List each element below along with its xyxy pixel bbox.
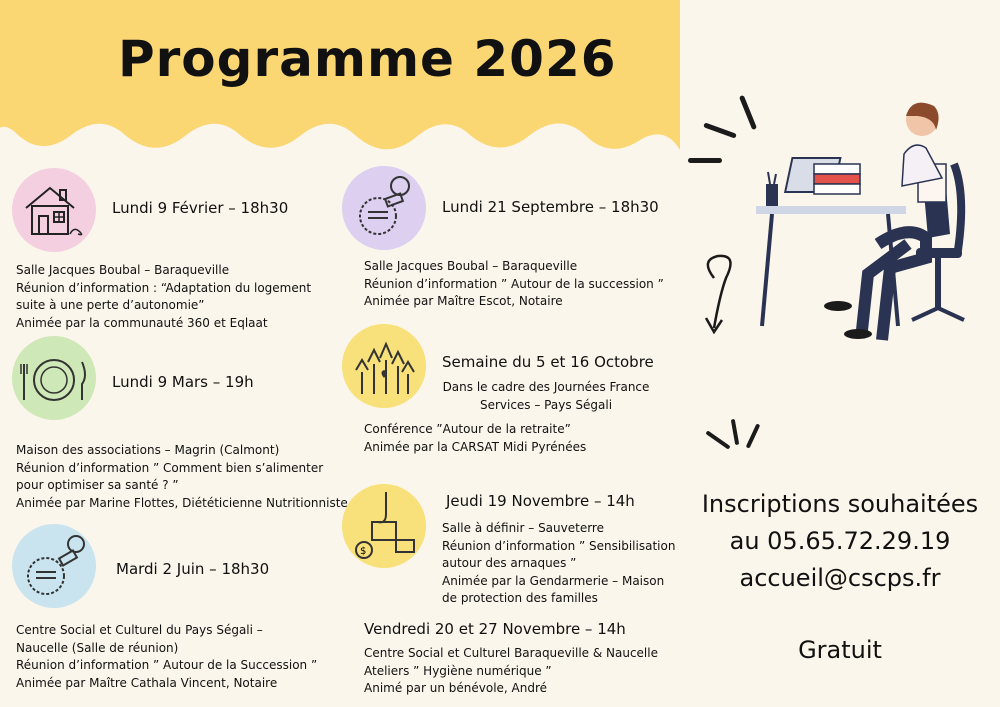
event-1-heading: Lundi 9 Février – 18h30 — [112, 199, 289, 217]
decor-dash — [703, 122, 737, 138]
event-6-heading: Jeudi 19 Novembre – 14h — [446, 492, 635, 510]
decor-dash — [688, 158, 722, 163]
event-2-line: Animée par Marine Flottes, Diététicienne Nutritionniste — [16, 495, 348, 510]
event-5-subtitle — [436, 378, 656, 414]
event-1-line: Salle Jacques Boubal – Baraqueville — [16, 263, 230, 277]
event-4-line: Salle Jacques Boubal – Baraqueville — [364, 259, 578, 273]
event-3-line: Animée par Maître Cathala Vincent, Notaire — [16, 675, 278, 690]
event-6-details — [442, 520, 675, 608]
event-4-line: Réunion d’information ” Autour de la succession ” — [364, 276, 664, 291]
registration-text: Inscriptions souhaitées — [701, 490, 979, 518]
event-3-line: Naucelle (Salle de réunion) — [16, 640, 179, 655]
event-3-line: Centre Social et Culturel du Pays Ségali – — [16, 623, 263, 637]
event-5-subtitle-line: Services – Pays Ségali — [479, 398, 613, 412]
plate-icon-circle — [12, 336, 96, 420]
event-7-line: Animé par un bénévole, André — [364, 681, 548, 696]
event-3-line: Réunion d’information ” Autour de la Succession ” — [16, 658, 318, 673]
event-4-line: Animée par Maître Escot, Notaire — [364, 294, 563, 309]
phone-number: au 05.65.72.29.19 — [729, 527, 951, 555]
email-address: accueil@cscps.fr — [739, 564, 941, 592]
event-2-line: Réunion d’information ” Comment bien s’alimenter — [16, 460, 324, 475]
house-icon — [12, 168, 96, 252]
woman-at-desk-illustration — [748, 94, 978, 344]
event-7-line: Ateliers ” Hygiène numérique ” — [364, 663, 552, 678]
event-4-details — [364, 258, 664, 311]
event-5-line: Conférence ”Autour de la retraite” — [364, 422, 571, 436]
decor-dash — [705, 430, 730, 449]
event-7-heading: Vendredi 20 et 27 Novembre – 14h — [364, 620, 626, 638]
plate-cutlery-icon — [12, 336, 96, 420]
event-2-heading: Lundi 9 Mars – 19h — [112, 373, 254, 391]
stamp-icon-circle — [12, 524, 96, 608]
event-5-subtitle-line: Dans le cadre des Journées France — [442, 380, 650, 394]
scam-icon-circle — [342, 484, 426, 568]
hands-icon-circle — [342, 324, 426, 408]
event-3-heading: Mardi 2 Juin – 18h30 — [116, 560, 270, 578]
scam-fishing-hook-icon — [342, 484, 426, 568]
event-2-line: pour optimiser sa santé ? ” — [16, 478, 179, 493]
event-1-details — [16, 262, 311, 332]
event-6-line: Réunion d’information ” Sensibilisation — [442, 538, 676, 553]
event-2-line: Maison des associations – Magrin (Calmont) — [16, 443, 280, 457]
event-5-details — [364, 421, 586, 456]
event-6-line: de protection des familles — [442, 591, 598, 606]
event-6-line: autour des arnaques ” — [442, 556, 577, 571]
price-label: Gratuit — [798, 636, 882, 664]
decor-dash — [746, 423, 761, 448]
event-5-heading: Semaine du 5 et 16 Octobre — [442, 353, 654, 371]
event-1-line: Réunion d’information : “Adaptation du logement — [16, 280, 312, 295]
event-7-line: Centre Social et Culturel Baraqueville & Naucelle — [364, 646, 658, 660]
page-title: Programme 2026 — [118, 30, 617, 88]
raised-hands-icon — [342, 324, 426, 408]
house-icon-circle — [12, 168, 96, 252]
stamp-icon — [12, 524, 96, 608]
event-5-line: Animée par la CARSAT Midi Pyrénées — [364, 439, 587, 454]
svg-text:$: $ — [360, 546, 367, 557]
event-4-heading: Lundi 21 Septembre – 18h30 — [442, 198, 659, 216]
curly-arrow-icon — [700, 248, 750, 340]
decor-dash — [731, 419, 739, 445]
event-7-details — [364, 645, 658, 698]
event-1-line: Animée par la communauté 360 et Eqlaat — [16, 315, 268, 330]
stamp-icon-circle — [342, 166, 426, 250]
event-1-line: suite à une perte d’autonomie” — [16, 298, 205, 313]
event-6-line: Animée par la Gendarmerie – Maison — [442, 573, 665, 588]
event-6-line: Salle à définir – Sauveterre — [442, 521, 604, 535]
stamp-icon — [342, 166, 426, 250]
event-3-details — [16, 622, 317, 692]
event-2-details — [16, 442, 348, 512]
